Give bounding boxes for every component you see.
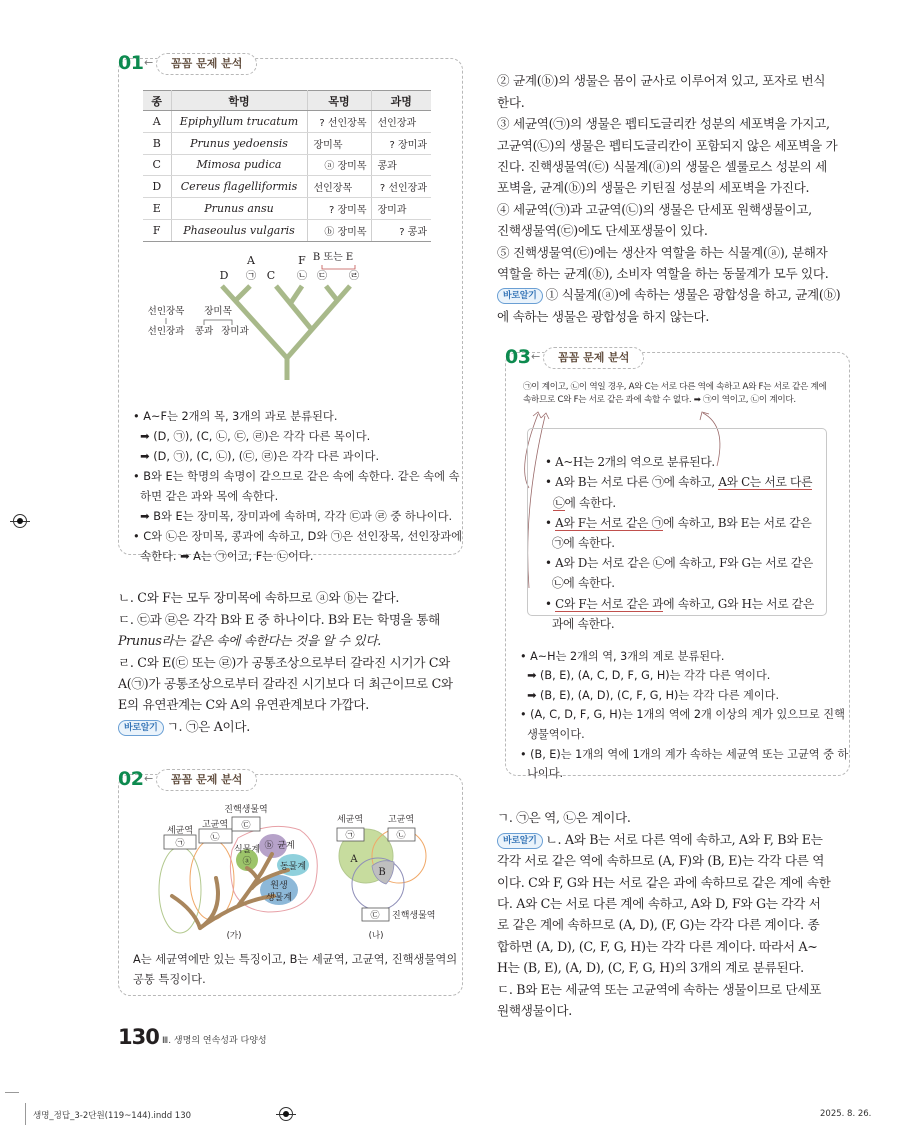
figure-na-venn-diagram — [330, 800, 460, 940]
box-line: • A와 F는 서로 같은 ㉠에 속하고, B와 E는 서로 같은 — [545, 515, 812, 530]
q01-tag: 꼼꼼 문제 분석 — [156, 53, 257, 75]
correction-text: ① 식물계(ⓐ)에 속하는 생물은 광합성을 하고, 균계(ⓑ) — [545, 287, 841, 303]
correction-text: 이다. C와 F, G와 H는 서로 같은 과에 속하므로 같은 계에 속한 — [497, 874, 831, 890]
analysis-line: 나이다. — [520, 767, 564, 781]
explanation-line: 진핵생물역(㉢)에도 단세포생물이 있다. — [497, 223, 708, 239]
cell-species: E — [143, 198, 171, 220]
correction-text: H는 (B, E), (A, D), (C, F, G, H)의 3개의 계로 분류된다. — [497, 960, 804, 976]
leaf-d: D — [219, 269, 229, 282]
q03-arrow-icon: ← — [531, 350, 541, 363]
chapter-title: Ⅲ. 생명의 연속성과 다양성 — [162, 1036, 267, 1046]
table-row — [143, 219, 431, 241]
correction-text: 합하면 (A, D), (C, F, G, H)는 각각 다른 계이다. 따라서 A~ — [497, 938, 818, 954]
top-a: A — [247, 254, 255, 267]
label-eukarya: 진핵생물역 — [224, 805, 268, 815]
cell-species: F — [143, 219, 171, 241]
q03-hint — [523, 381, 853, 407]
explanation-line: ③ 세균역(㉠)의 생물은 펩티도글리칸 성분의 세포벽을 가지고, — [497, 116, 830, 132]
venn-region-a: A — [350, 854, 358, 865]
mark-a: ⓐ — [242, 857, 252, 867]
table-row — [143, 132, 431, 154]
cell-sci: Cereus flagelliformis — [171, 176, 307, 198]
label-bacteria: 세균역 — [166, 826, 194, 836]
box-line: ㉠에 속한다. — [545, 536, 615, 551]
note-line: 공통 특징이다. — [133, 973, 206, 986]
correction-line — [497, 829, 862, 850]
q01-arrow-icon: ← — [144, 56, 154, 69]
explanation-line: A(㉠)가 공통조상으로부터 갈라진 시기보다 더 최근이므로 C와 — [118, 676, 453, 692]
analysis-line: • B와 E는 학명의 속명이 같으므로 같은 속에 속한다. 같은 속에 속 — [133, 470, 460, 483]
cell-order: 장미목 — [307, 132, 371, 154]
explanation-line: ㄷ. ㉢과 ㉣은 각각 B와 E 중 하나이다. B와 E는 학명을 통해 — [118, 611, 441, 627]
cell-order: ⓐ 장미목 — [307, 154, 371, 176]
explanation-line: ④ 세균역(㉠)과 고균역(㉡)의 생물은 단세포 원핵생물이고, — [497, 201, 812, 217]
correction-badge: 바로알기 — [118, 720, 164, 736]
label-protista-1: 원생 — [270, 881, 288, 891]
cell-order: ? 장미목 — [307, 198, 371, 220]
explanation-line: 역할을 하는 균계(ⓑ), 소비자 역할을 하는 동물계가 모두 있다. — [497, 266, 829, 282]
label-animalia: 동물계 — [279, 862, 307, 872]
taxonomy-table — [143, 90, 431, 242]
phylogenetic-tree — [130, 248, 390, 383]
analysis-line: • (A, C, D, F, G, H)는 1개의 역에 2개 이상의 계가 있으므로 진핵 — [520, 708, 845, 722]
box-line: • C와 F는 서로 같은 과에 속하고, G와 H는 서로 같은 — [545, 596, 814, 611]
explanation-line: ⑤ 진핵생물역(㉢)에는 생산자 역할을 하는 식물계(ⓐ), 분해자 — [497, 244, 828, 260]
correction-line — [497, 284, 862, 305]
cell-species: A — [143, 111, 171, 133]
cell-species: C — [143, 154, 171, 176]
q02-arrow-icon: ← — [144, 772, 154, 785]
explanation-line: Prunus라는 같은 속에 속한다는 것을 알 수 있다. — [118, 633, 381, 649]
correction-line — [118, 716, 468, 737]
correction-badge: 바로알기 — [497, 833, 543, 849]
label-archaea: 고균역 — [201, 820, 229, 830]
leaf-digeut: ㉢ — [317, 271, 327, 282]
table-row — [143, 198, 431, 220]
mark-giyeok: ㉠ — [175, 839, 185, 849]
cell-order: 선인장목 — [307, 176, 371, 198]
analysis-line: 생물역이다. — [520, 727, 585, 741]
table-row — [143, 176, 431, 198]
explanation-line: 포벽을, 균계(ⓑ)의 생물은 키틴질 성분의 세포벽을 가진다. — [497, 180, 810, 196]
box-line: • A~H는 2개의 역으로 분류된다. — [545, 455, 715, 470]
leaf-c: C — [266, 269, 276, 282]
legend-family-rose: 장미과 — [221, 326, 249, 337]
hint-line: 속하므로 C와 F는 서로 같은 과에 속할 수 없다. ➡ ㉠이 역이고, ㉡이 계이다. — [523, 395, 796, 405]
analysis-line: 속한다. ➡ A는 ㉠이고, F는 ㉡이다. — [133, 550, 314, 563]
q02-tag: 꼼꼼 문제 분석 — [156, 769, 257, 791]
legend-family-bean: 콩과 — [194, 326, 214, 337]
legend-family-cactus: 선인장과 — [147, 326, 185, 337]
cell-sci: Prunus yedoensis — [171, 132, 307, 154]
q03-box-items — [545, 432, 835, 654]
cell-sci: Phaseoulus vulgaris — [171, 219, 307, 241]
figure-ga-tree-of-life — [150, 800, 330, 940]
q02-explanation — [497, 49, 862, 349]
hint-line: ㉠이 계이고, ㉡이 역일 경우, A와 C는 서로 다른 역에 속하고 A와 F는 서로 같은 계에 — [523, 382, 827, 392]
legend-order-cactus: 선인장목 — [147, 306, 185, 317]
correction-text: 로 같은 계에 속하므로 (A, D), (F, G)는 각각 다른 계이다. 종 — [497, 917, 820, 933]
analysis-line: ➡ B와 E는 장미목, 장미과에 속하며, 각각 ㉢과 ㉣ 중 하나이다. — [133, 510, 453, 523]
q03-tag: 꼼꼼 문제 분석 — [543, 347, 644, 369]
correction-text: ㄷ. B와 E는 세균역 또는 고균역에 속하는 생물이므로 단세포 — [497, 981, 822, 997]
label-fungi: 균계 — [277, 841, 295, 851]
registration-mark-icon — [279, 1107, 293, 1121]
correction-text: ㄴ. A와 B는 서로 다른 역에 속하고, A와 F, B와 E는 — [545, 831, 823, 847]
venn-label-bacteria: 세균역 — [336, 815, 364, 825]
q02-number: 02 — [118, 768, 144, 790]
analysis-line: • A~F는 2개의 목, 3개의 과로 분류된다. — [133, 410, 338, 423]
correction-badge: 바로알기 — [497, 288, 543, 304]
explanation-line: 한다. — [497, 94, 525, 110]
venn-region-b: B — [378, 867, 386, 878]
print-date: 2025. 8. 26. — [820, 1109, 872, 1119]
q01-number: 01 — [118, 52, 144, 74]
top-b-or-e: B 또는 E — [312, 252, 354, 263]
note-line: A는 세균역에만 있는 특징이고, B는 세균역, 고균역, 진핵생물역의 — [133, 953, 458, 966]
explanation-line: 고균역(㉡)의 생물은 펩티도글리칸이 포함되지 않은 세포벽을 가 — [497, 137, 838, 153]
q02-note — [133, 950, 458, 990]
leaf-giyeok: ㉠ — [246, 271, 256, 282]
page-number: 130 — [118, 1025, 159, 1049]
cell-species: B — [143, 132, 171, 154]
correction-text: ㄱ. ㉠은 A이다. — [166, 718, 250, 734]
caption-ga: (가) — [226, 931, 242, 940]
legend-order-rose: 장미목 — [204, 306, 232, 317]
cell-sci: Epiphyllum trucatum — [171, 111, 307, 133]
label-protista-2: 생물계 — [265, 893, 293, 903]
cell-order: ⓑ 장미목 — [307, 219, 371, 241]
cell-sci: Prunus ansu — [171, 198, 307, 220]
q03-analysis-text — [520, 627, 850, 803]
col-order: 목명 — [307, 91, 371, 111]
mark-b: ⓑ — [264, 841, 274, 851]
caption-na: (나) — [368, 931, 384, 940]
mark-digeut: ㉢ — [241, 821, 251, 831]
box-line: 과에 속한다. — [545, 616, 615, 631]
analysis-line: ➡ (D, ㉠), (C, ㉡, ㉢, ㉣)은 각각 다른 목이다. — [133, 430, 371, 443]
explanation-line: ② 균계(ⓑ)의 생물은 몸이 균사로 이루어져 있고, 포자로 번식 — [497, 73, 826, 89]
q01-analysis-text — [133, 387, 463, 587]
col-family: 과명 — [371, 91, 431, 111]
cell-species: D — [143, 176, 171, 198]
registration-mark-icon — [13, 514, 27, 528]
leaf-nieun: ㉡ — [297, 271, 307, 282]
venn-label-archaea: 고균역 — [387, 815, 415, 825]
venn-mark-giyeok: ㉠ — [345, 831, 355, 841]
analysis-line: • C와 ㉡은 장미목, 콩과에 속하고, D와 ㉠은 선인장목, 선인장과에 — [133, 530, 463, 543]
cell-family: 장미과 — [371, 198, 431, 220]
box-line: • A와 D는 서로 같은 ㉡에 속하고, F와 G는 서로 같은 — [545, 556, 814, 571]
explanation-line: 진다. 진핵생물역(㉢) 식물계(ⓐ)의 생물은 셀룰로스 성분의 세 — [497, 159, 828, 175]
correction-text: 원핵생물이다. — [497, 1003, 572, 1019]
venn-label-eukarya: 진핵생물역 — [392, 911, 436, 921]
analysis-line: • (B, E)는 1개의 역에 1개의 계가 속하는 세균역 또는 고균역 중 하 — [520, 747, 849, 761]
cell-family: ? 장미과 — [371, 132, 431, 154]
table-row — [143, 154, 431, 176]
explanation-line: ㄴ. C와 F는 모두 장미목에 속하므로 ⓐ와 ⓑ는 같다. — [118, 590, 400, 606]
box-line: ㉡에 속한다. — [545, 576, 615, 591]
col-species: 종 — [143, 91, 171, 111]
q03-number: 03 — [505, 346, 531, 368]
cell-family: 선인장과 — [371, 111, 431, 133]
venn-mark-nieun: ㉡ — [396, 831, 406, 841]
analysis-line: ➡ (B, E), (A, C, D, F, G, H)는 각각 다른 역이다. — [520, 669, 771, 683]
table-row — [143, 111, 431, 133]
box-line: • A와 B는 서로 다른 ㉠에 속하고, A와 C는 서로 다른 — [545, 475, 813, 490]
cell-family: ? 선인장과 — [371, 176, 431, 198]
q03-explanation — [497, 786, 862, 1043]
analysis-line: ➡ (D, ㉠), (C, ㉡), (㉢, ㉣)은 각각 다른 과이다. — [133, 450, 380, 463]
analysis-line: ➡ (B, E), (A, D), (C, F, G, H)는 각각 다른 계이다. — [520, 688, 780, 702]
print-file-name: 생명_정답_3-2단원(119~144).indd 130 — [33, 1111, 192, 1121]
label-plantae: 식물계 — [233, 845, 261, 855]
answer-line: ㄱ. ㉠은 역, ㉡은 계이다. — [497, 810, 631, 826]
cell-family: 콩과 — [371, 154, 431, 176]
col-scientific-name: 학명 — [171, 91, 307, 111]
cell-sci: Mimosa pudica — [171, 154, 307, 176]
analysis-line: 하면 같은 과와 목에 속한다. — [133, 490, 279, 503]
correction-text: 에 속하는 생물은 광합성을 하지 않는다. — [497, 308, 710, 324]
cell-order: ? 선인장목 — [307, 111, 371, 133]
correction-text: 각각 서로 같은 역에 속하므로 (A, F)와 (B, E)는 각각 다른 역 — [497, 853, 825, 869]
explanation-line: E의 유연관계는 C와 A의 유연관계보다 가깝다. — [118, 697, 369, 713]
top-f: F — [298, 254, 306, 267]
crop-mark — [5, 1092, 19, 1093]
box-line: ㉡에 속한다. — [553, 495, 616, 510]
leaf-rieul: ㉣ — [349, 271, 359, 282]
analysis-line: • A~H는 2개의 역, 3개의 계로 분류된다. — [520, 649, 725, 663]
venn-mark-digeut: ㉢ — [370, 911, 380, 921]
cell-family: ? 콩과 — [371, 219, 431, 241]
mark-nieun: ㉡ — [210, 833, 220, 843]
crop-mark — [25, 1103, 26, 1125]
q01-explanation — [118, 566, 468, 759]
correction-text: 다. A와 C는 서로 다른 계에 속하고, A와 D, F와 G는 각각 서 — [497, 896, 821, 912]
table-header-row — [143, 91, 431, 111]
explanation-line: ㄹ. C와 E(㉢ 또는 ㉣)가 공통조상으로부터 갈라진 시기가 C와 — [118, 654, 451, 670]
